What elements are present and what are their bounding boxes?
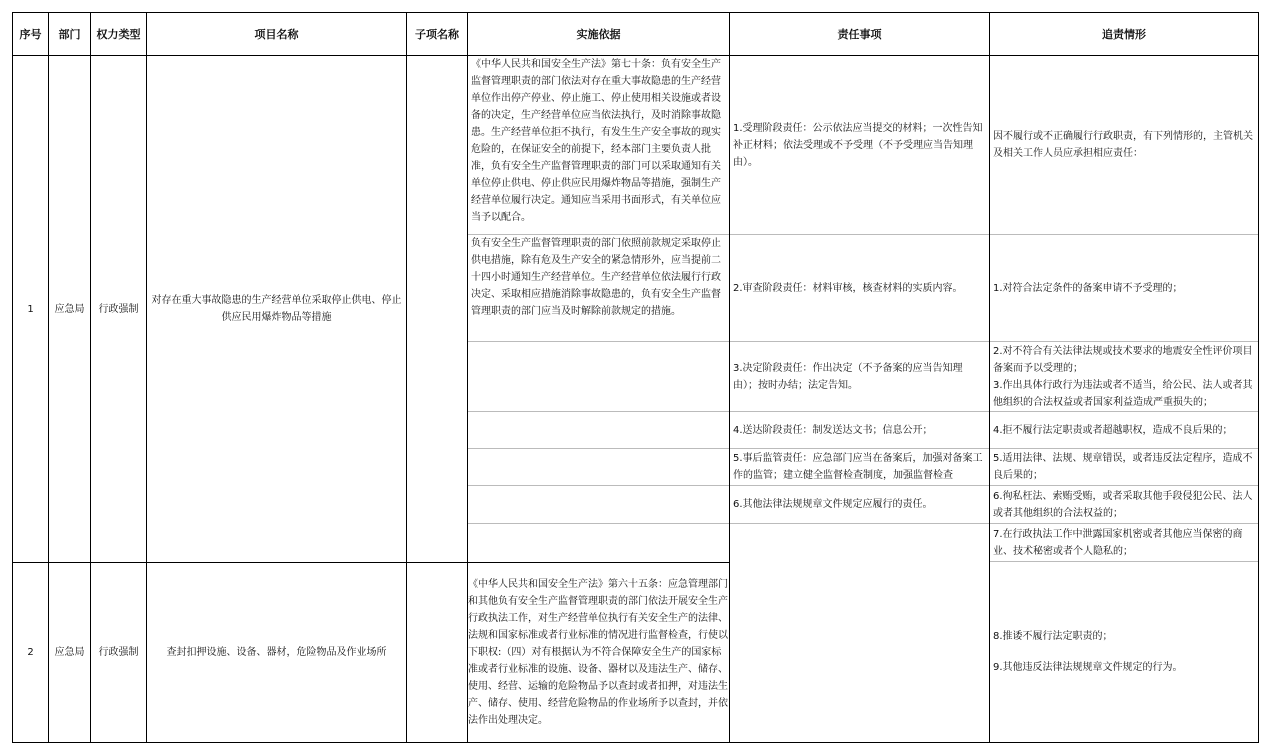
accountability-item: 7.在行政执法工作中泄露国家机密或者其他应当保密的商业、技术秘密或者个人隐私的；: [990, 524, 1258, 562]
basis-blank: [468, 524, 729, 562]
header-seq: 序号: [13, 13, 49, 56]
accountability-item: 1.对符合法定条件的备案申请不予受理的；: [990, 235, 1258, 342]
row-sub: [407, 56, 468, 563]
header-row: [13, 13, 1259, 56]
row-name: 对存在重大事故隐患的生产经营单位采取停止供电、停止供应民用爆炸物品等措施: [147, 56, 407, 563]
basis-blank: [468, 412, 729, 449]
row-type: 行政强制: [91, 563, 147, 743]
duty-item: 4.送达阶段责任：制发送达文书；信息公开；: [730, 412, 989, 449]
basis-blank: [468, 486, 729, 524]
duty-cell: [730, 56, 990, 743]
row-basis-2: 负有安全生产监督管理职责的部门依照前款规定采取停止供电措施，除有危及生产安全的紧急情形外，应当提前二十四小时通知生产经营单位。生产经营单位依法履行行政决定、采取相应措施消除事故隐患的，负有安全生产监督管理职责的部门应当及时解除前款规定的措施。: [468, 235, 729, 342]
basis-blank: [468, 342, 729, 412]
table-row: [13, 56, 1259, 563]
duty-item: 2.审查阶段责任：材料审核，核查材料的实质内容。: [730, 235, 989, 342]
duty-item: 5.事后监管责任：应急部门应当在备案后，加强对备案工作的监管；建立健全监督检查制度，加强监督检查: [730, 449, 989, 486]
accountability-group: [990, 342, 1258, 412]
header-name: 项目名称: [147, 13, 407, 56]
duty-item: 1.受理阶段责任：公示依法应当提交的材料；一次性告知补正材料；依法受理或不予受理（不予受理应当告知理由）。: [730, 56, 989, 235]
row-seq: 1: [13, 56, 49, 563]
accountability-item: 2.对不符合有关法律法规或技术要求的地震安全性评价项目备案而予以受理的；: [993, 345, 1253, 374]
basis-blank: [468, 449, 729, 486]
duty-item: 3.决定阶段责任：作出决定（不予备案的应当告知理由）；按时办结；法定告知。: [730, 342, 989, 412]
header-sub: 子项名称: [407, 13, 468, 56]
accountability-cell: [990, 56, 1259, 743]
row-type: 行政强制: [91, 56, 147, 563]
header-basis: 实施依据: [468, 13, 730, 56]
header-type: 权力类型: [91, 13, 147, 56]
row-sub: [407, 563, 468, 743]
accountability-item: 8.推诿不履行法定职责的；: [993, 631, 1113, 642]
accountability-item: 5.适用法律、法规、规章错误，或者违反法定程序，造成不良后果的；: [990, 449, 1258, 486]
accountability-item: 3.作出具体行政行为违法或者不适当，给公民、法人或者其他组织的合法权益或者国家利益造成严重损失的；: [993, 379, 1253, 408]
row-dept: 应急局: [49, 563, 91, 743]
accountability-item: 因不履行或不正确履行行政职责，有下列情形的，主管机关及相关工作人员应承担相应责任：: [990, 56, 1258, 235]
duty-item: 6.其他法律法规规章文件规定应履行的责任。: [730, 486, 989, 524]
row-basis-1: 《中华人民共和国安全生产法》第六十五条：应急管理部门和其他负有安全生产监督管理职责的部门依法开展安全生产行政执法工作，对生产经营单位执行有关安全生产的法律、法规和国家标准或者行业标准的情况进行监督检查，行使以下职权:（四）对有根据认为不符合保障安全生产的国家标准或者行业标准的设施、设备、器材以及违法生产、储存、使用、经营、运输的危险物品予以查封或者扣押，对违法生产、储存、使用、经营危险物品的作业场所予以查封，并依法作出处理决定。: [468, 563, 730, 743]
accountability-item: 9.其他违反法律法规规章文件规定的行为。: [993, 662, 1183, 673]
row-basis-cell: [468, 56, 730, 563]
power-list-table: [12, 12, 1259, 743]
duty-blank: [730, 524, 989, 742]
row-seq: 2: [13, 563, 49, 743]
header-duty: 责任事项: [730, 13, 990, 56]
row-name: 查封扣押设施、设备、器材，危险物品及作业场所: [147, 563, 407, 743]
accountability-item: 6.徇私枉法、索贿受贿，或者采取其他手段侵犯公民、法人或者其他组织的合法权益的；: [990, 486, 1258, 524]
header-account: 追责情形: [990, 13, 1259, 56]
header-dept: 部门: [49, 13, 91, 56]
accountability-item: 4.拒不履行法定职责或者超越职权，造成不良后果的；: [990, 412, 1258, 449]
row-basis-1: 《中华人民共和国安全生产法》第七十条：负有安全生产监督管理职责的部门依法对存在重大事故隐患的生产经营单位作出停产停业、停止施工、停止使用相关设施或者设备的决定，生产经营单位应当依法执行，及时消除事故隐患。生产经营单位拒不执行，有发生生产安全事故的现实危险的，在保证安全的前提下，经本部门主要负责人批准，负有安全生产监督管理职责的部门可以采取通知有关单位停止供电、停止供应民用爆炸物品等措施，强制生产经营单位履行决定。通知应当采用书面形式，有关单位应当予以配合。: [468, 56, 729, 235]
row-dept: 应急局: [49, 56, 91, 563]
accountability-group: [990, 562, 1258, 742]
